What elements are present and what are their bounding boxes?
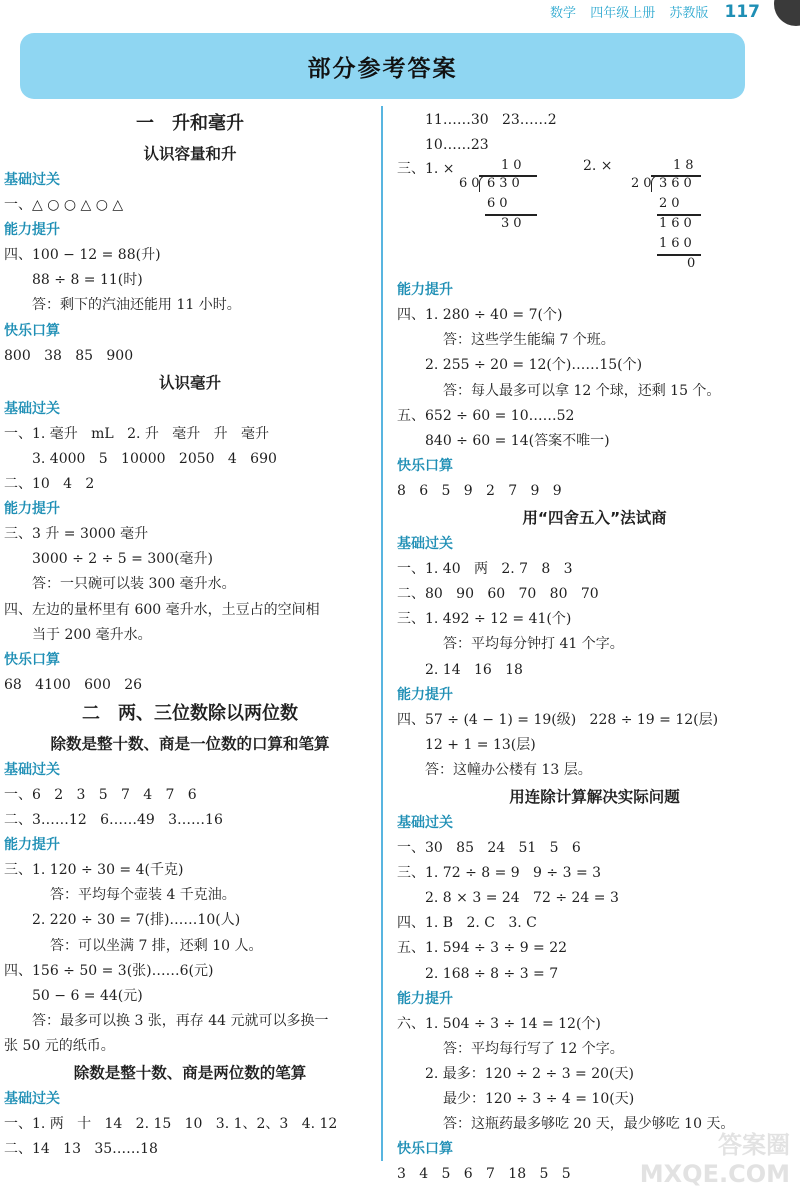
- answer-line: 2. ×: [583, 158, 613, 175]
- section-title: 除数是整十数、商是一位数的口算和笔算: [50, 734, 330, 753]
- answer-line: 最少：120 ÷ 3 ÷ 4 = 10(天): [443, 1091, 635, 1107]
- answer-line: 2. 最多：120 ÷ 2 ÷ 3 = 20(天): [425, 1065, 634, 1082]
- page-number: 117: [724, 2, 760, 22]
- dividend: 630: [487, 176, 524, 192]
- answer-line: 68 4100 600 26: [4, 676, 143, 693]
- section-tag: 能力提升: [397, 990, 453, 1007]
- column-divider: [381, 106, 383, 1161]
- section-tag: 基础过关: [4, 172, 60, 188]
- answer-line: 一、1. 两 十 14 2. 15 10 3. 1、2、3 4. 12: [4, 1116, 338, 1133]
- watermark-text: 答案圈: [718, 1131, 790, 1159]
- section-tag: 快乐口算: [4, 651, 60, 668]
- answer-line: 答：这幢办公楼有 13 层。: [425, 761, 592, 778]
- section-tag: 能力提升: [4, 837, 60, 854]
- answer-line: 二、80 90 60 70 80 70: [397, 586, 599, 603]
- answer-line: 2. 8 × 3 = 24 72 ÷ 24 = 3: [425, 890, 619, 907]
- answer-line: 张 50 元的纸币。: [4, 1037, 115, 1054]
- answer-line: 四、左边的量杯里有 600 毫升水，土豆占的空间相: [4, 601, 320, 618]
- section-title: 除数是整十数、商是两位数的笔算: [73, 1064, 307, 1082]
- answer-line: 二、10 4 2: [4, 476, 95, 493]
- unit-title: 二 两、三位数除以两位数: [82, 702, 298, 724]
- quotient: 10: [501, 158, 526, 174]
- remainder: 30: [501, 216, 526, 232]
- answer-line: 3. 4000 5 10000 2050 4 690: [32, 450, 277, 467]
- right-column: [397, 108, 792, 1187]
- section-tag: 基础过关: [397, 814, 453, 831]
- answer-line: 四、156 ÷ 50 = 3(张)……6(元): [4, 962, 214, 979]
- section-tag: 快乐口算: [397, 1141, 453, 1158]
- answer-line: 答：每人最多可以拿 12 个球，还剩 15 个。: [443, 382, 721, 399]
- answer-line: 答：平均每分钟打 41 个字。: [443, 636, 624, 653]
- divisor: 60: [459, 176, 484, 192]
- dividend: 360: [659, 176, 696, 192]
- answer-line: 答：一只碗可以装 300 毫升水。: [32, 576, 236, 593]
- section-tag: 能力提升: [397, 282, 453, 299]
- section-tag: 基础过关: [397, 536, 453, 553]
- answer-line: 三、1. 72 ÷ 8 = 9 9 ÷ 3 = 3: [397, 865, 602, 882]
- answer-line: 三、3 升 = 3000 毫升: [4, 526, 149, 543]
- watermark-url: MXQE.COM: [639, 1160, 790, 1188]
- unit-title: 一 升和毫升: [136, 113, 244, 134]
- answer-line: 四、100 − 12 = 88(升): [4, 247, 161, 264]
- section-tag: 基础过关: [4, 1091, 60, 1107]
- section-title: 用连除计算解决实际问题: [509, 787, 680, 806]
- answer-line: 3000 ÷ 2 ÷ 5 = 300(毫升): [32, 551, 213, 568]
- answer-line: 三、1. 492 ÷ 12 = 41(个): [397, 611, 572, 628]
- section-title: 认识毫升: [158, 373, 221, 392]
- answer-line: 二、3……12 6……49 3……16: [4, 812, 223, 829]
- answer-line: 2. 255 ÷ 20 = 12(个)……15(个): [425, 357, 643, 374]
- answer-line: 当于 200 毫升水。: [32, 626, 152, 643]
- title-banner: [20, 33, 745, 99]
- answer-line: 答：剩下的汽油还能用 11 小时。: [32, 297, 241, 314]
- corner-decoration: [774, 0, 800, 26]
- quotient: 18: [673, 158, 698, 174]
- watermark-logo: [640, 1125, 790, 1188]
- answer-line: 一、1. 40 两 2. 7 8 3: [397, 561, 573, 578]
- partial-dividend: 160: [659, 216, 696, 232]
- subject-label: 数学: [550, 6, 577, 21]
- section-tag: 基础过关: [4, 400, 60, 417]
- section-tag: 能力提升: [4, 501, 60, 518]
- answer-line: 11……30 23……2: [425, 112, 557, 128]
- answer-line: 8 6 5 9 2 7 9 9: [397, 482, 562, 499]
- answer-line: 12 + 1 = 13(层): [425, 736, 536, 753]
- answer-line: 88 ÷ 8 = 11(时): [32, 272, 143, 289]
- answer-line: 五、1. 594 ÷ 3 ÷ 9 = 22: [397, 940, 568, 957]
- section-title: 认识容量和升: [143, 145, 237, 163]
- section-tag: 能力提升: [397, 686, 453, 703]
- product-step: 160: [659, 236, 696, 252]
- answer-line: 三、1. 120 ÷ 30 = 4(千克): [4, 862, 184, 879]
- product-step: 20: [659, 196, 684, 212]
- page-title: 部分参考答案: [307, 55, 458, 82]
- answer-line: 四、1. 280 ÷ 40 = 7(个): [397, 307, 563, 324]
- answer-line: 50 − 6 = 44(元): [32, 987, 143, 1004]
- section-tag: 基础过关: [4, 761, 60, 778]
- answer-line: 答：这瓶药最多够吃 20 天，最少够吃 10 天。: [443, 1116, 735, 1133]
- left-column: [4, 108, 376, 1162]
- page-header: [540, 2, 760, 22]
- section-tag: 能力提升: [4, 222, 60, 239]
- answer-line: 3 4 5 6 7 18 5 5: [397, 1166, 571, 1183]
- long-division-block: [397, 158, 792, 278]
- remainder: 0: [687, 256, 700, 272]
- edition-label: 苏教版: [669, 6, 709, 21]
- grade-label: 四年级上册: [590, 6, 656, 21]
- answer-line: 答：这些学生能编 7 个班。: [443, 332, 615, 349]
- answer-line: 五、652 ÷ 60 = 10……52: [397, 407, 575, 424]
- answer-line: 2. 168 ÷ 8 ÷ 3 = 7: [425, 965, 559, 982]
- answer-line: 二、14 13 35……18: [4, 1141, 158, 1158]
- answer-line: 六、1. 504 ÷ 3 ÷ 14 = 12(个): [397, 1015, 601, 1032]
- section-title: 用“四舍五入”法试商: [522, 509, 667, 528]
- answer-line: 答：可以坐满 7 排，还剩 10 人。: [50, 937, 263, 954]
- answer-line: 答：平均每行写了 12 个字。: [443, 1040, 624, 1057]
- answer-line: 四、57 ÷ (4 − 1) = 19(级) 228 ÷ 19 = 12(层): [397, 711, 719, 728]
- answer-line: 840 ÷ 60 = 14(答案不唯一): [425, 432, 610, 449]
- answer-line: 一、△ ○ ○ △ ○ △: [4, 197, 124, 214]
- answer-line: 10……23: [425, 137, 489, 154]
- section-tag: 快乐口算: [4, 322, 60, 339]
- answer-line: 800 38 85 900: [4, 347, 134, 364]
- answer-line: 2. 220 ÷ 30 = 7(排)……10(人): [32, 912, 241, 929]
- answer-line: 四、1. B 2. C 3. C: [397, 915, 537, 932]
- divisor: 20: [631, 176, 656, 192]
- answer-line: 答：最多可以换 3 张，再存 44 元就可以多换一: [32, 1012, 329, 1029]
- answer-line: 2. 14 16 18: [425, 661, 523, 678]
- answer-line: 三、1. ×: [397, 161, 455, 178]
- answer-line: 一、30 85 24 51 5 6: [397, 840, 581, 857]
- answer-line: 一、1. 毫升 mL 2. 升 毫升 升 毫升: [4, 425, 269, 442]
- section-tag: 快乐口算: [397, 457, 453, 474]
- answer-line: 一、6 2 3 5 7 4 7 6: [4, 786, 197, 803]
- answer-line: 答：平均每个壶装 4 千克油。: [50, 887, 236, 904]
- product-step: 60: [487, 196, 512, 212]
